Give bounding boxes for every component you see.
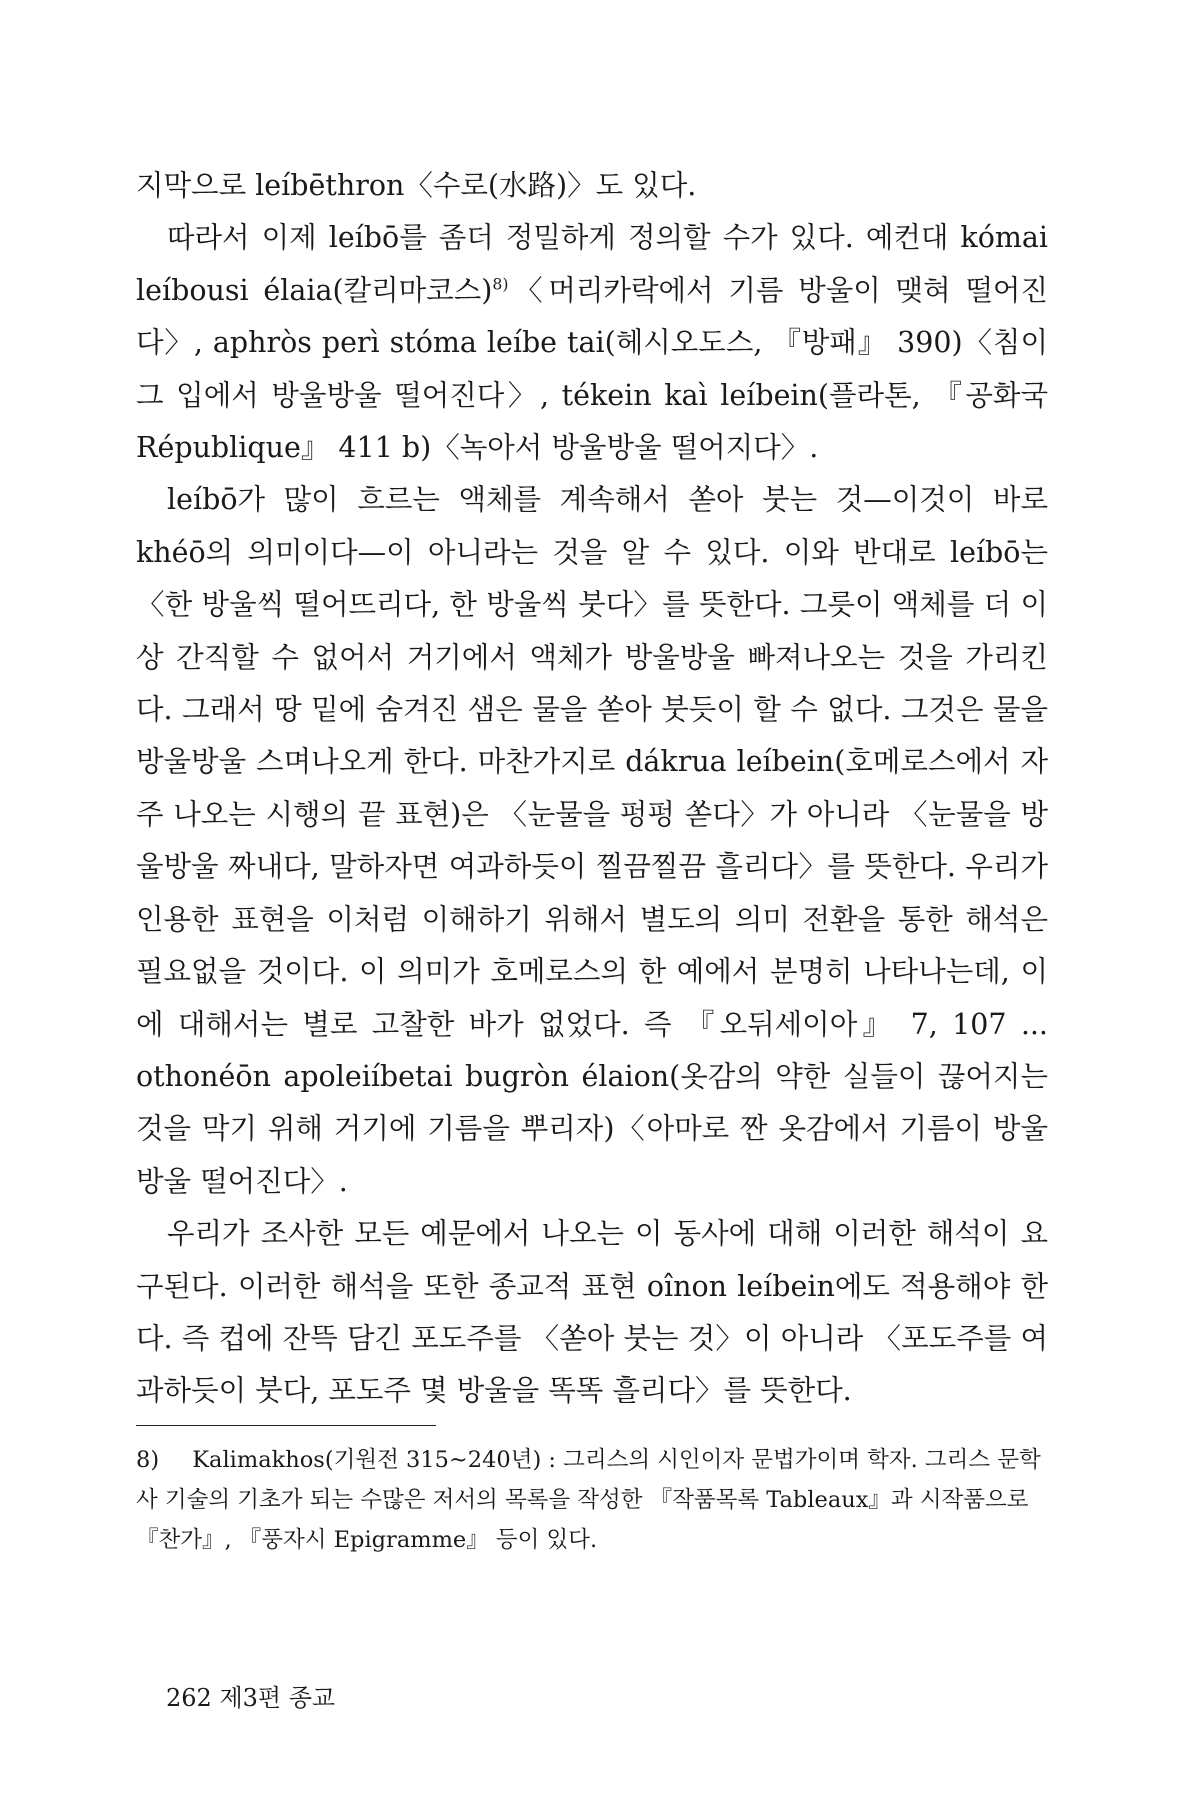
page-footer: 262 제3편 종교 xyxy=(166,1684,336,1712)
body-text xyxy=(136,160,1048,1418)
footnote-ref: 8) xyxy=(492,274,509,294)
paragraph-1: 지막으로 leíbēthron〈수로(水路)〉도 있다. xyxy=(136,169,697,202)
footnote-number: 8) xyxy=(136,1447,160,1473)
paragraph-4: 우리가 조사한 모든 예문에서 나오는 이 동사에 대해 이러한 해석이 요구된다. 이러한 해석을 또한 종교적 표현 oînon leíbein에도 적용해야 한다. 즉 컵에 잔뜩 담긴 포도주를 〈쏟아 붓는 것〉이 아니라 〈포도주를 여과하듯이 붓다, 포도주 몇 방울을 똑똑 흘리다〉를 뜻한다. xyxy=(136,1217,1048,1408)
paragraph-3: leíbō가 많이 흐르는 액체를 계속해서 쏟아 붓는 것—이것이 바로 khéō의 의미이다—이 아니라는 것을 알 수 있다. 이와 반대로 leíbō는 〈한 방울씩 떨어뜨리다, 한 방울씩 붓다〉를 뜻한다. 그릇이 액체를 더 이상 간직할 수 없어서 거기에서 액체가 방울방울 빠져나오는 것을 가리킨다. 그래서 땅 밑에 숨겨진 샘은 물을 쏟아 붓듯이 할 수 없다. 그것은 물을 방울방울 스며나오게 한다. 마찬가지로 dákrua leíbein(호메로스에서 자주 나오는 시행의 끝 표현)은 〈눈물을 펑펑 쏟다〉가 아니라 〈눈물을 방울방울 짜내다, 말하자면 여과하듯이 찔끔찔끔 흘리다〉를 뜻한다. 우리가 인용한 표현을 이처럼 이해하기 위해서 별도의 의미 전환을 통한 해석은 필요없을 것이다. 이 의미가 호메로스의 한 예에서 분명히 나타나는데, 이에 대해서는 별로 고찰한 바가 없었다. 즉 『오뒤세이아』 7, 107 ... othonéōn apoleiíbetai bugròn élaion(옷감의 약한 실들이 끊어지는 것을 막기 위해 거기에 기름을 뿌리자)〈아마로 짠 옷감에서 기름이 방울방울 떨어진다〉. xyxy=(136,483,1048,1198)
footnote-divider xyxy=(136,1425,436,1426)
paragraph-2-cont: 〈머리카락에서 기름 방울이 맺혀 떨어진다〉, aphròs perì stóma leíbe tai(헤시오도스, 『방패』 390)〈침이 그 입에서 방울방울 떨어진다〉, tékein kaì leíbein(플라톤, 『공화국 République』 411 b)〈녹아서 방울방울 떨어지다〉. xyxy=(136,273,1048,465)
paragraph-2-text: 따라서 이제 leíbō를 좀더 정밀하게 정의할 수가 있다. 예컨대 kómai leíbousi élaia(칼리마코스) xyxy=(136,221,1048,307)
footnote-text: Kalimakhos(기원전 315~240년) : 그리스의 시인이자 문법가이며 학자. 그리스 문학사 기술의 기초가 되는 수많은 저서의 목록을 작성한 『작품목록 Tableaux』과 시작품으로 『찬가』, 『풍자시 Epigramme』 등이 있다. xyxy=(136,1447,1041,1553)
footnote xyxy=(136,1440,1048,1560)
paragraph-2 xyxy=(136,212,1048,474)
